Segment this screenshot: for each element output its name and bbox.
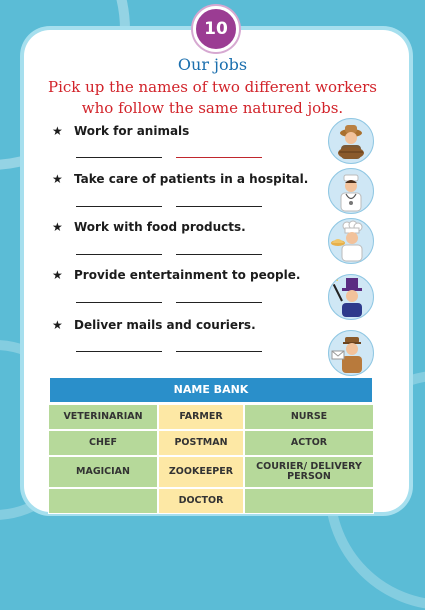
name-bank-cell: FARMER [158,404,244,430]
question-text: Work for animals [74,124,190,138]
answer-blank-1a[interactable] [76,157,162,158]
question-4 [52,268,300,282]
question-text: Deliver mails and couriers. [74,318,256,332]
question-2 [52,172,308,186]
answer-blank-4a[interactable] [76,302,162,303]
farmer-with-basket-icon [328,118,374,164]
answer-blank-5a[interactable] [76,351,162,352]
answer-blank-2a[interactable] [76,206,162,207]
name-bank-cell: MAGICIAN [48,456,158,488]
question-5 [52,318,256,332]
name-bank-table [48,376,374,514]
answer-blank-1b[interactable] [176,157,262,158]
name-bank-cell: ACTOR [244,430,374,456]
question-text: Provide entertainment to people. [74,268,301,282]
answer-blank-3a[interactable] [76,254,162,255]
name-bank-cell [244,488,374,514]
name-bank-cell: VETERINARIAN [48,404,158,430]
star-icon: ★ [52,318,63,332]
star-icon: ★ [52,220,63,234]
name-bank-cell: ZOOKEEPER [158,456,244,488]
star-icon: ★ [52,268,63,282]
answer-blank-4b[interactable] [176,302,262,303]
answer-blank-5b[interactable] [176,351,262,352]
question-1 [52,124,189,138]
star-icon: ★ [52,124,63,138]
page-title: Our jobs [177,55,248,74]
question-3 [52,220,246,234]
name-bank-header: NAME BANK [48,376,374,404]
name-bank-cell: POSTMAN [158,430,244,456]
name-bank-cell: NURSE [244,404,374,430]
name-bank-cell: DOCTOR [158,488,244,514]
chef-with-dish-icon [328,218,374,264]
answer-blank-3b[interactable] [176,254,262,255]
name-bank-cell: CHEF [48,430,158,456]
answer-blank-2b[interactable] [176,206,262,207]
magician-with-wand-icon [328,274,374,320]
instruction-text: Pick up the names of two different workers who follow the same natured jobs. [47,78,377,117]
name-bank-cell: COURIER/ DELIVERY PERSON [244,456,374,488]
question-text: Take care of patients in a hospital. [74,172,309,186]
question-text: Work with food products. [74,220,246,234]
star-icon: ★ [52,172,63,186]
name-bank-grid [48,404,374,514]
postman-with-letter-icon [328,330,374,376]
name-bank-cell [48,488,158,514]
page-number-badge: 10 [193,6,239,52]
nurse-with-stethoscope-icon [328,168,374,214]
